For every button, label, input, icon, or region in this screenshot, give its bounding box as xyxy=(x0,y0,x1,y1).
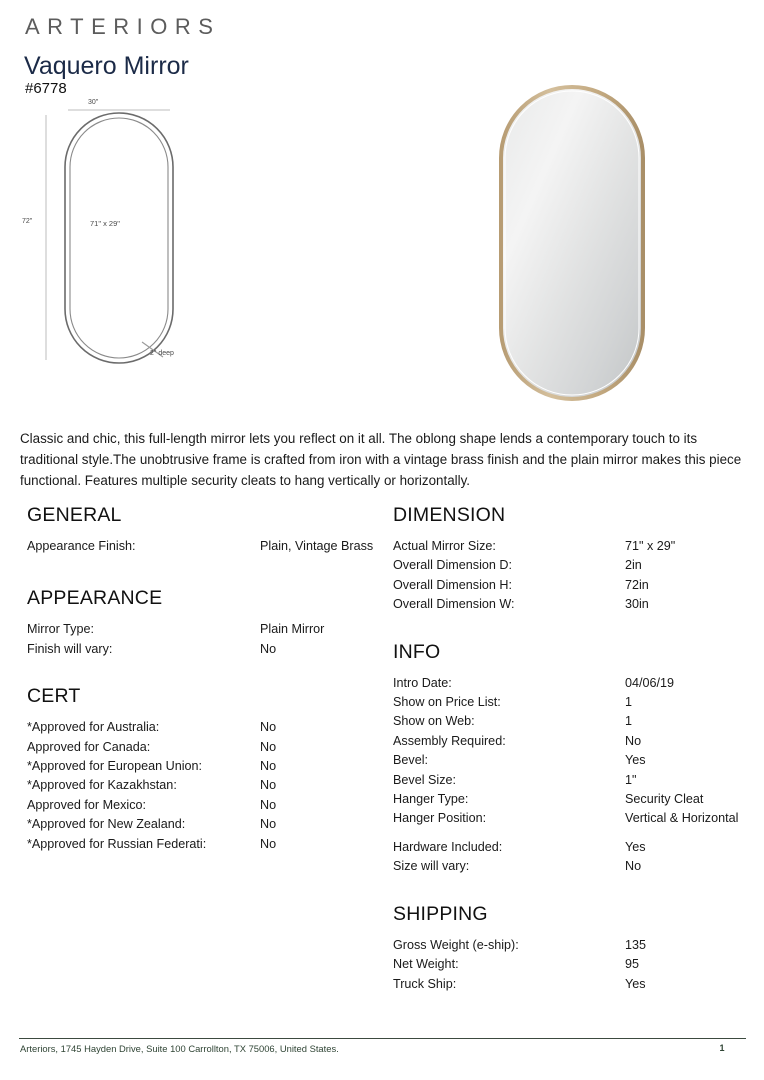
spec-label: Bevel Size: xyxy=(393,772,456,787)
spec-value: 30in xyxy=(625,597,649,612)
technical-drawing-svg xyxy=(20,95,230,385)
spec-value: Yes xyxy=(625,976,646,991)
spec-label: *Approved for Australia: xyxy=(27,720,160,735)
spec-label: Net Weight: xyxy=(393,957,459,972)
drawing-mirror-size-label: 71" x 29" xyxy=(90,219,120,228)
spec-column-right xyxy=(393,503,753,994)
spec-value: 71" x 29" xyxy=(625,539,676,553)
spec-value: 2in xyxy=(625,558,642,573)
spec-value: No xyxy=(625,859,642,874)
spec-value: No xyxy=(260,720,277,735)
spec-row xyxy=(27,537,387,556)
spec-value: No xyxy=(260,797,277,812)
footer-address: Arteriors, 1745 Hayden Drive, Suite 100 Carrollton, TX 75006, United States. xyxy=(20,1043,339,1054)
spec-value: Security Cleat xyxy=(625,792,704,807)
table-row xyxy=(393,537,753,556)
table-row xyxy=(27,757,387,776)
spec-value: Plain, Vintage Brass xyxy=(260,539,374,553)
table-row xyxy=(393,771,753,790)
section-heading-shipping: SHIPPING xyxy=(393,902,488,925)
spec-value: Vertical & Horizontal xyxy=(625,811,739,826)
spec-label: *Approved for New Zealand: xyxy=(27,817,186,832)
table-row xyxy=(393,790,753,809)
spec-value: No xyxy=(260,641,277,656)
section-rows-general xyxy=(27,537,387,556)
spec-value: Yes xyxy=(625,839,646,854)
drawing-depth-label: 2" deep xyxy=(150,350,174,357)
spacer xyxy=(27,659,387,684)
table-row xyxy=(27,776,387,795)
spec-label: Approved for Canada: xyxy=(27,739,151,754)
table-row xyxy=(393,751,753,770)
spec-value: No xyxy=(625,733,642,748)
section-heading-dimension: DIMENSION xyxy=(393,504,506,526)
spec-label: *Approved for Kazakhstan: xyxy=(27,778,177,793)
table-row xyxy=(27,718,387,737)
product-description: Classic and chic, this full-length mirror lets you reflect on it all. The oblong shape lends a contemporary touch to its traditional style.The unobtrusive frame is crafted from iron with a vintage brass finish and the plain mirror makes this piece functional. Features multiple security cleats to hang vertically or horizontally. xyxy=(20,431,742,488)
spec-label: Size will vary: xyxy=(393,859,470,874)
table-row xyxy=(393,975,753,994)
spec-value: No xyxy=(260,836,277,851)
spec-label: Overall Dimension H: xyxy=(393,577,512,592)
table-row xyxy=(393,576,753,595)
spec-label: Truck Ship: xyxy=(393,976,457,991)
footer-divider xyxy=(19,1038,746,1039)
table-row xyxy=(27,738,387,757)
table-row xyxy=(393,732,753,751)
drawing-width-label: 30" xyxy=(88,99,99,106)
section-heading-appearance: APPEARANCE xyxy=(27,587,163,610)
product-photo-svg xyxy=(498,84,646,402)
table-row xyxy=(393,857,753,876)
mirror-glass xyxy=(505,91,639,395)
table-row xyxy=(393,556,753,575)
spec-value: 135 xyxy=(625,937,647,952)
section-rows-cert xyxy=(27,718,387,854)
spec-label: Gross Weight (e-ship): xyxy=(393,937,519,952)
spec-value: 95 xyxy=(625,957,640,972)
spec-label: *Approved for Russian Federati: xyxy=(27,836,207,851)
spec-value: Yes xyxy=(625,753,646,768)
page-number: 1 xyxy=(719,1043,725,1053)
spec-label: Overall Dimension W: xyxy=(393,597,515,612)
table-row xyxy=(393,693,753,712)
spec-label: Show on Price List: xyxy=(393,695,501,710)
spacer xyxy=(393,829,753,838)
table-row xyxy=(27,815,387,834)
spacer xyxy=(393,877,753,902)
spec-label: Hanger Position: xyxy=(393,811,487,826)
page-title: Vaquero Mirror xyxy=(24,52,189,80)
spacer xyxy=(393,615,753,640)
product-sku: #6778 xyxy=(25,80,67,97)
spec-label: Bevel: xyxy=(393,753,429,768)
spec-label: Assembly Required: xyxy=(393,733,506,748)
product-photo xyxy=(498,84,646,402)
section-heading-cert: CERT xyxy=(27,685,81,708)
spec-label: Overall Dimension D: xyxy=(393,558,512,573)
spacer xyxy=(27,556,387,586)
table-row xyxy=(393,955,753,974)
spec-row xyxy=(27,640,387,659)
section-rows-shipping xyxy=(393,936,753,994)
spec-value: 1 xyxy=(625,695,633,710)
table-row xyxy=(27,835,387,854)
table-row xyxy=(393,838,753,857)
section-rows-dimension xyxy=(393,537,753,615)
technical-drawing xyxy=(20,95,230,385)
spec-label: *Approved for European Union: xyxy=(27,759,203,774)
spec-value: 04/06/19 xyxy=(625,675,675,690)
spec-value: 1 xyxy=(625,714,633,729)
spec-value: No xyxy=(260,778,277,793)
section-rows-appearance xyxy=(27,620,387,659)
spec-label: Intro Date: xyxy=(393,675,452,690)
brand-logo: ARTERIORS xyxy=(25,14,221,39)
spec-column-left xyxy=(27,503,387,854)
table-row xyxy=(393,674,753,693)
spec-value: No xyxy=(260,817,277,832)
table-row xyxy=(393,712,753,731)
spec-value: Plain Mirror xyxy=(260,622,325,637)
spec-value: No xyxy=(260,739,277,754)
drawing-height-label: 72" xyxy=(22,218,33,225)
section-rows-info xyxy=(393,674,753,877)
spec-label: Actual Mirror Size: xyxy=(393,539,496,553)
table-row xyxy=(393,809,753,828)
table-row xyxy=(393,936,753,955)
table-row xyxy=(393,595,753,614)
frame-outer-outline xyxy=(65,113,173,363)
section-heading-info: INFO xyxy=(393,640,441,663)
table-row xyxy=(27,796,387,815)
spec-label: Approved for Mexico: xyxy=(27,797,146,812)
spec-label: Finish will vary: xyxy=(27,641,113,656)
spec-label: Show on Web: xyxy=(393,714,475,729)
section-heading-general: GENERAL xyxy=(27,504,122,526)
spec-value: 1" xyxy=(625,772,637,787)
spec-value: 72in xyxy=(625,577,649,592)
spec-label: Appearance Finish: xyxy=(27,539,136,553)
spec-row xyxy=(27,620,387,639)
spec-value: No xyxy=(260,759,277,774)
spec-label: Hardware Included: xyxy=(393,839,503,854)
spec-label: Hanger Type: xyxy=(393,792,469,807)
spec-label: Mirror Type: xyxy=(27,622,94,637)
